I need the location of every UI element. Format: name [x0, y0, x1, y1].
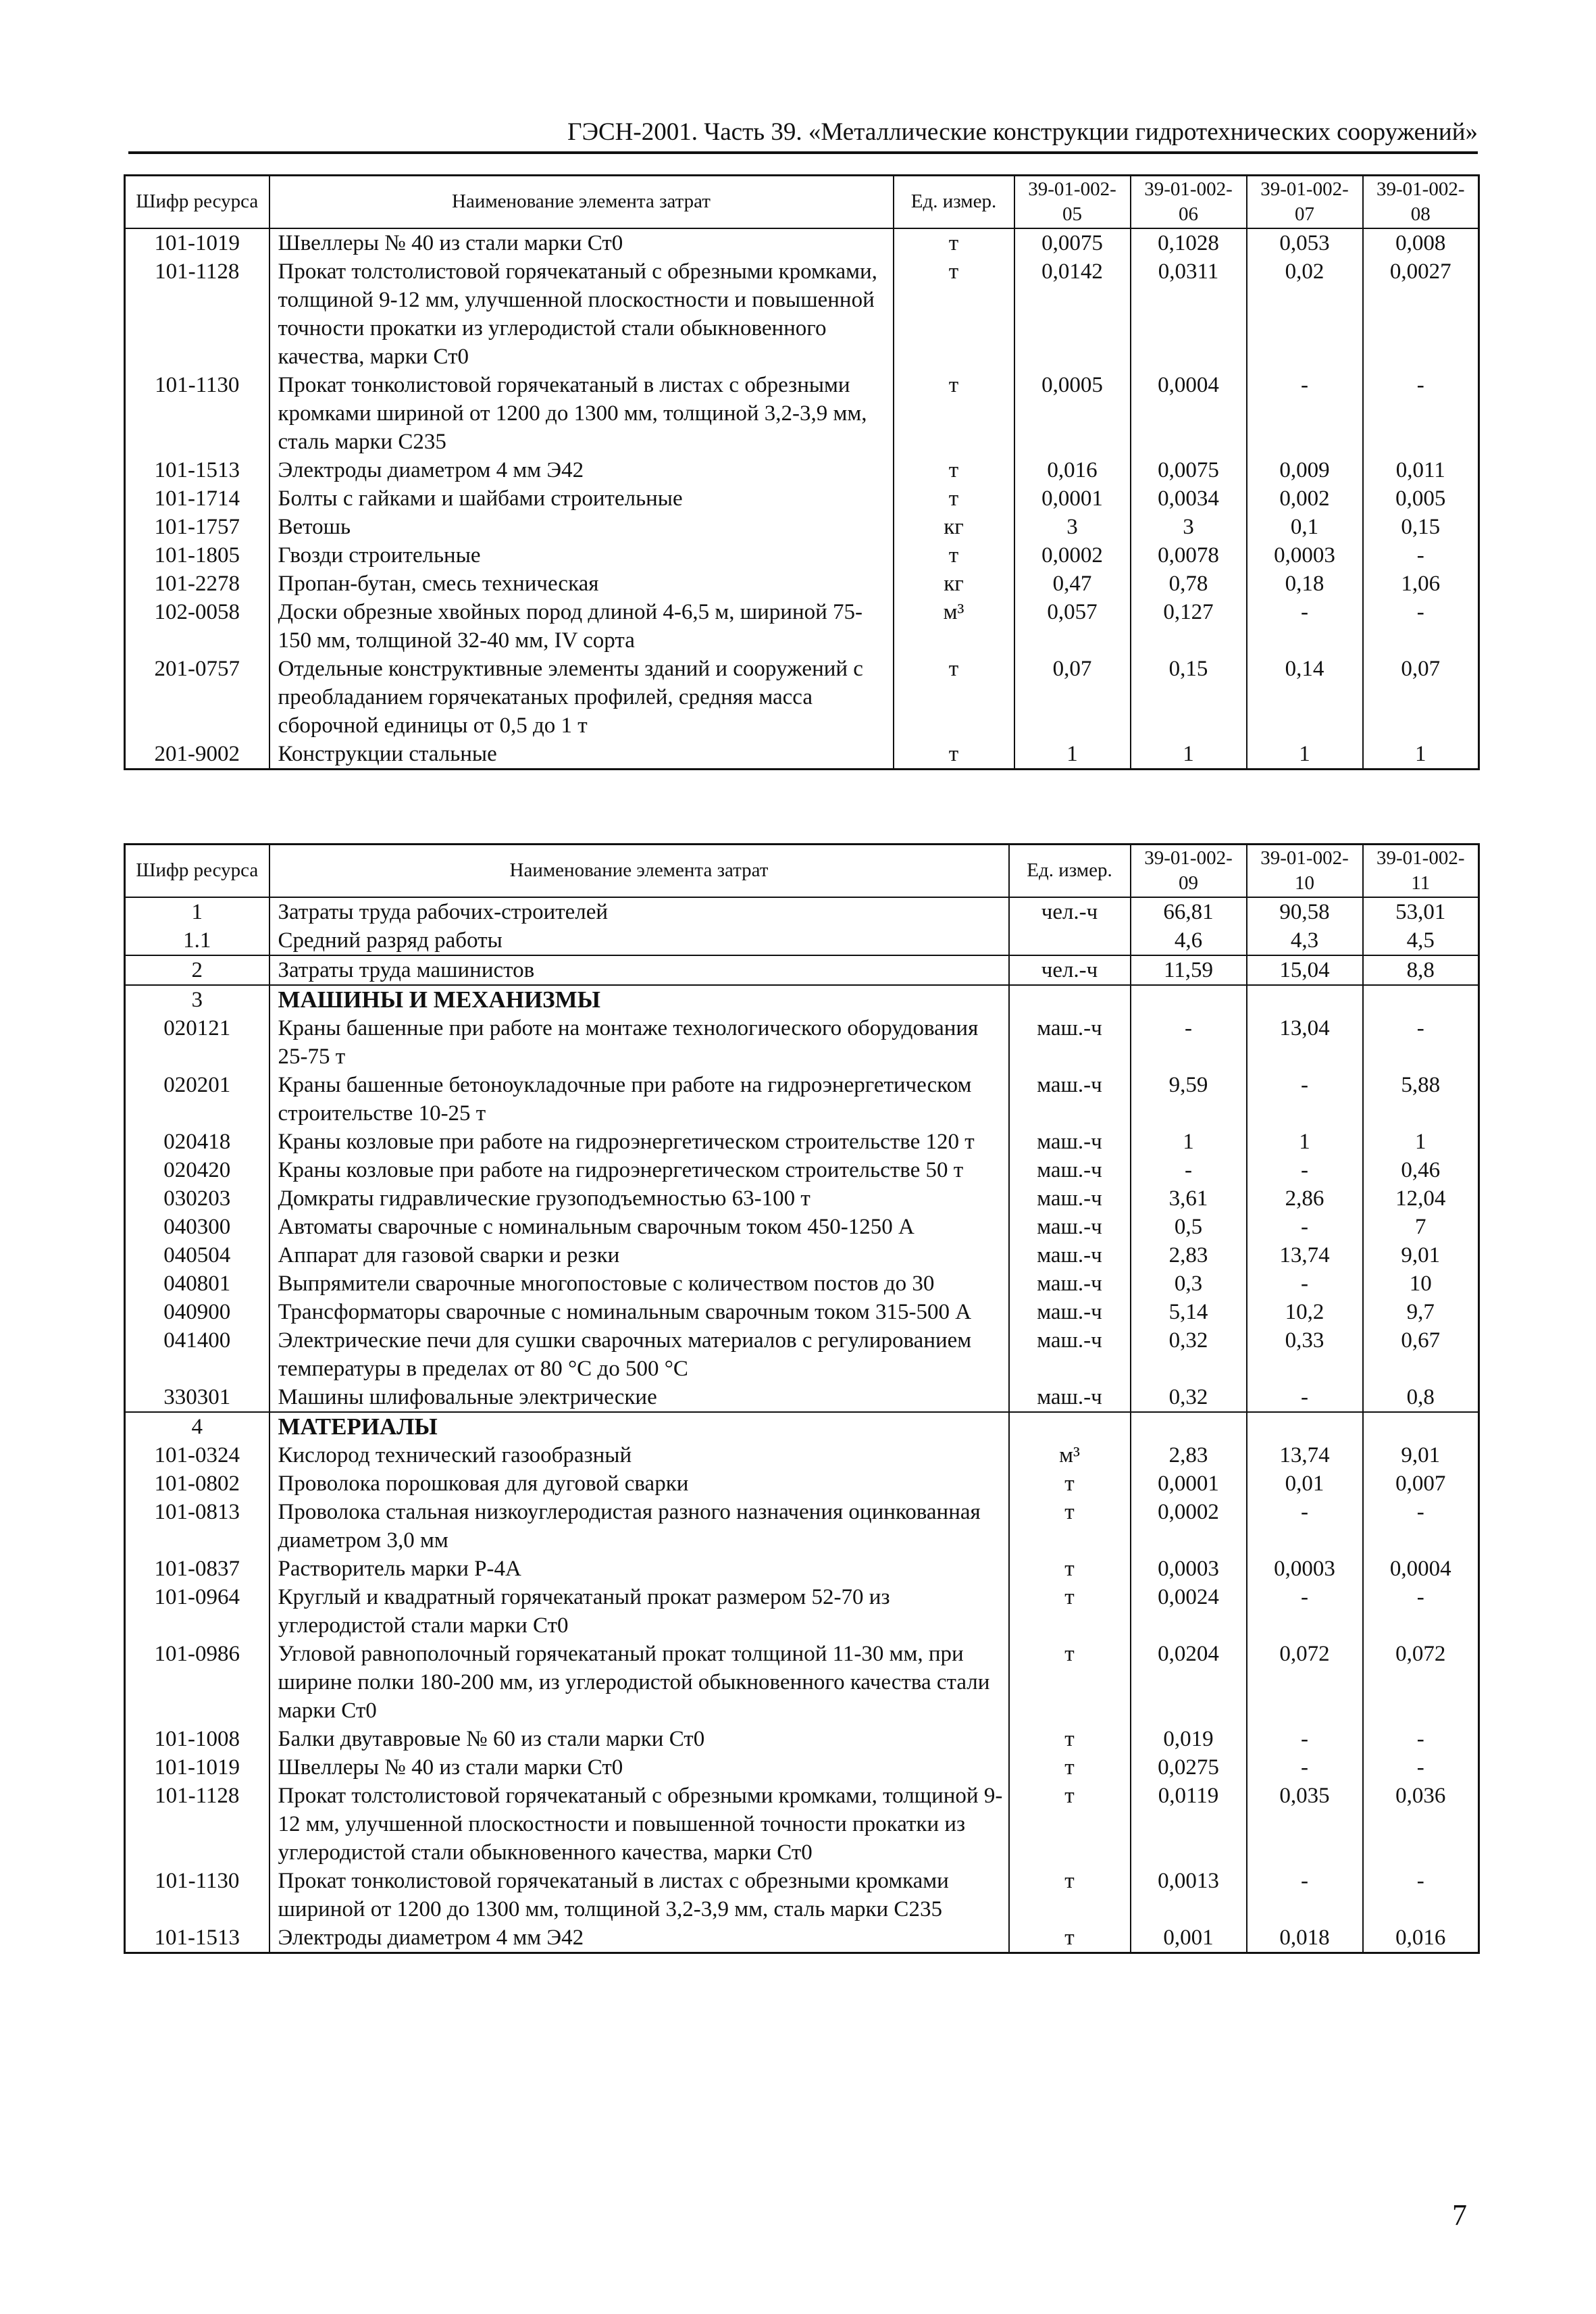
- resource-code: 101-1513: [125, 1923, 269, 1953]
- norm-value: [1131, 985, 1247, 1014]
- resource-name: Кислород технический газообразный: [269, 1441, 1009, 1469]
- col-header-name: Наименование элемента затрат: [269, 845, 1009, 897]
- resource-name: Балки двутавровые № 60 из стали марки Ст0: [269, 1725, 1009, 1753]
- resource-code: 041400: [125, 1326, 269, 1383]
- norm-value: -: [1247, 1498, 1363, 1555]
- norm-value: -: [1247, 371, 1363, 456]
- resource-name: Краны козловые при работе на гидроэнергетическом строительстве 50 т: [269, 1156, 1009, 1184]
- col-header-unit: Ед. измер.: [894, 176, 1014, 228]
- resource-name: Затраты труда машинистов: [269, 955, 1009, 985]
- resource-code: 101-0324: [125, 1441, 269, 1469]
- norm-value: 12,04: [1363, 1184, 1479, 1213]
- unit: т: [1009, 1555, 1131, 1583]
- resources-table-1: [124, 174, 1480, 770]
- unit: т: [894, 484, 1014, 513]
- norm-value: 0,0311: [1131, 257, 1247, 371]
- norm-value: 0,01: [1247, 1469, 1363, 1498]
- resource-code: 101-0837: [125, 1555, 269, 1583]
- col-header-code: Шифр ресурса: [125, 176, 269, 228]
- resource-code: 020201: [125, 1071, 269, 1128]
- norm-value: -: [1247, 1071, 1363, 1128]
- resource-name: Средний разряд работы: [269, 926, 1009, 955]
- col-header-name: Наименование элемента затрат: [269, 176, 894, 228]
- norm-value: 0,18: [1247, 570, 1363, 598]
- resource-code: 101-1714: [125, 484, 269, 513]
- norm-value: 7: [1363, 1213, 1479, 1241]
- table-row: [125, 1923, 1479, 1953]
- col-header-unit: Ед. измер.: [1009, 845, 1131, 897]
- norm-value: 1: [1014, 740, 1131, 770]
- norm-value: 0,009: [1247, 456, 1363, 484]
- resource-name: Проволока стальная низкоуглеродистая разного назначения оцинкованная диаметром 3,0 мм: [269, 1498, 1009, 1555]
- norm-value: 0,78: [1131, 570, 1247, 598]
- norm-value: 11,59: [1131, 955, 1247, 985]
- unit: кг: [894, 513, 1014, 541]
- unit: маш.-ч: [1009, 1383, 1131, 1412]
- norm-value: 5,88: [1363, 1071, 1479, 1128]
- resource-code: 101-1805: [125, 541, 269, 570]
- resource-code: 040801: [125, 1269, 269, 1298]
- norm-value: 0,02: [1247, 257, 1363, 371]
- norm-value: 0,0004: [1131, 371, 1247, 456]
- norm-value: 0,0003: [1131, 1555, 1247, 1583]
- resource-code: 330301: [125, 1383, 269, 1412]
- table-row: [125, 513, 1479, 541]
- unit: чел.-ч: [1009, 897, 1131, 926]
- norm-value: [1131, 1412, 1247, 1441]
- norm-value: 0,053: [1247, 228, 1363, 257]
- unit: маш.-ч: [1009, 1128, 1131, 1156]
- norm-value: 0,0034: [1131, 484, 1247, 513]
- norm-value: -: [1247, 1269, 1363, 1298]
- table-row: [125, 926, 1479, 955]
- norm-value: 0,32: [1131, 1326, 1247, 1383]
- unit: т: [894, 456, 1014, 484]
- table-row: [125, 1583, 1479, 1640]
- norm-value: -: [1363, 598, 1479, 655]
- norm-value: 0,019: [1131, 1725, 1247, 1753]
- table-row: [125, 570, 1479, 598]
- norm-value: 10,2: [1247, 1298, 1363, 1326]
- norm-value: 0,0075: [1014, 228, 1131, 257]
- norm-value: 2,83: [1131, 1241, 1247, 1269]
- unit: маш.-ч: [1009, 1014, 1131, 1071]
- table-row: [125, 1241, 1479, 1269]
- unit: кг: [894, 570, 1014, 598]
- resource-name: Гвозди строительные: [269, 541, 894, 570]
- norm-value: 90,58: [1247, 897, 1363, 926]
- unit: т: [1009, 1583, 1131, 1640]
- unit: маш.-ч: [1009, 1156, 1131, 1184]
- norm-value: 0,47: [1014, 570, 1131, 598]
- norm-value: 0,33: [1247, 1326, 1363, 1383]
- resource-code: 101-0964: [125, 1583, 269, 1640]
- table-row: [125, 1555, 1479, 1583]
- resource-name: Пропан-бутан, смесь техническая: [269, 570, 894, 598]
- table-row: [125, 1071, 1479, 1128]
- resource-name: Краны козловые при работе на гидроэнергетическом строительстве 120 т: [269, 1128, 1009, 1156]
- norm-value: 0,0003: [1247, 541, 1363, 570]
- table-row: [125, 1441, 1479, 1469]
- resource-name: Болты с гайками и шайбами строительные: [269, 484, 894, 513]
- table-row: [125, 1298, 1479, 1326]
- norm-value: 0,15: [1131, 655, 1247, 740]
- norm-value: -: [1131, 1156, 1247, 1184]
- norm-value: 0,46: [1363, 1156, 1479, 1184]
- norm-value: -: [1247, 1753, 1363, 1782]
- table-row: [125, 371, 1479, 456]
- norm-value: 0,072: [1247, 1640, 1363, 1725]
- norm-value: 0,001: [1131, 1923, 1247, 1953]
- resource-name: МАШИНЫ И МЕХАНИЗМЫ: [269, 985, 1009, 1014]
- norm-value: 4,5: [1363, 926, 1479, 955]
- norm-value: 15,04: [1247, 955, 1363, 985]
- resource-name: Растворитель марки Р-4А: [269, 1555, 1009, 1583]
- col-header-code: Шифр ресурса: [125, 845, 269, 897]
- table-row: [125, 484, 1479, 513]
- resource-name: Аппарат для газовой сварки и резки: [269, 1241, 1009, 1269]
- norm-value: 13,74: [1247, 1441, 1363, 1469]
- unit: м³: [1009, 1441, 1131, 1469]
- norm-value: -: [1363, 541, 1479, 570]
- resource-name: Машины шлифовальные электрические: [269, 1383, 1009, 1412]
- table-row: [125, 1725, 1479, 1753]
- norm-value: -: [1247, 1383, 1363, 1412]
- resource-code: 101-0802: [125, 1469, 269, 1498]
- norm-value: 13,04: [1247, 1014, 1363, 1071]
- norm-value: -: [1247, 1583, 1363, 1640]
- norm-value: 0,07: [1363, 655, 1479, 740]
- norm-value: -: [1363, 1725, 1479, 1753]
- norm-value: -: [1247, 1725, 1363, 1753]
- norm-value: 13,74: [1247, 1241, 1363, 1269]
- table-row: [125, 985, 1479, 1014]
- norm-value: 0,008: [1363, 228, 1479, 257]
- resource-code: 101-1128: [125, 257, 269, 371]
- norm-value: 66,81: [1131, 897, 1247, 926]
- norm-value: 0,035: [1247, 1782, 1363, 1867]
- norm-value: 0,15: [1363, 513, 1479, 541]
- resource-name: Швеллеры № 40 из стали марки Ст0: [269, 228, 894, 257]
- resource-name: Доски обрезные хвойных пород длиной 4-6,5 м, шириной 75-150 мм, толщиной 32-40 мм, IV сорта: [269, 598, 894, 655]
- norm-value: -: [1363, 1498, 1479, 1555]
- resource-name: МАТЕРИАЛЫ: [269, 1412, 1009, 1441]
- table-row: [125, 1326, 1479, 1383]
- resource-code: 4: [125, 1412, 269, 1441]
- norm-value: 1: [1247, 1128, 1363, 1156]
- norm-value: 0,016: [1014, 456, 1131, 484]
- header-title: ГЭСН-2001. Часть 39. «Металлические конструкции гидротехнических сооружений»: [567, 118, 1478, 146]
- resource-code: 040900: [125, 1298, 269, 1326]
- unit: т: [894, 740, 1014, 770]
- resource-code: 2: [125, 955, 269, 985]
- norm-value: 0,32: [1131, 1383, 1247, 1412]
- table-row: [125, 1498, 1479, 1555]
- norm-value: 1: [1131, 1128, 1247, 1156]
- unit: маш.-ч: [1009, 1213, 1131, 1241]
- norm-value: 9,7: [1363, 1298, 1479, 1326]
- norm-value: 0,002: [1247, 484, 1363, 513]
- unit: т: [894, 541, 1014, 570]
- resource-name: Трансформаторы сварочные с номинальным сварочным током 315-500 А: [269, 1298, 1009, 1326]
- resource-name: Прокат тонколистовой горячекатаный в листах с обрезными кромками шириной от 1200 до 1300 мм, толщиной 3,2-3,9 мм, сталь марки С235: [269, 371, 894, 456]
- unit: т: [1009, 1867, 1131, 1923]
- unit: чел.-ч: [1009, 955, 1131, 985]
- resource-name: Ветошь: [269, 513, 894, 541]
- norm-value: 9,01: [1363, 1441, 1479, 1469]
- resource-code: 020418: [125, 1128, 269, 1156]
- resource-name: Краны башенные при работе на монтаже технологического оборудования 25-75 т: [269, 1014, 1009, 1071]
- norm-value: 0,0003: [1247, 1555, 1363, 1583]
- resource-code: 101-1757: [125, 513, 269, 541]
- table-row: [125, 1269, 1479, 1298]
- norm-value: 0,67: [1363, 1326, 1479, 1383]
- table-row: [125, 1412, 1479, 1441]
- norm-value: 3,61: [1131, 1184, 1247, 1213]
- table-row: [125, 598, 1479, 655]
- table-row: [125, 655, 1479, 740]
- resource-code: 1: [125, 897, 269, 926]
- norm-value: 10: [1363, 1269, 1479, 1298]
- resource-name: Краны башенные бетоноукладочные при работе на гидроэнергетическом строительстве 10-25 т: [269, 1071, 1009, 1128]
- col-header-norm: 39-01-002-09: [1131, 845, 1247, 897]
- resource-name: Круглый и квадратный горячекатаный прокат размером 52-70 из углеродистой стали марки Ст0: [269, 1583, 1009, 1640]
- norm-value: 2,86: [1247, 1184, 1363, 1213]
- unit: маш.-ч: [1009, 1241, 1131, 1269]
- norm-value: -: [1363, 371, 1479, 456]
- norm-value: [1247, 1412, 1363, 1441]
- table-row: [125, 257, 1479, 371]
- norm-value: -: [1363, 1014, 1479, 1071]
- table-row: [125, 1213, 1479, 1241]
- norm-value: -: [1247, 598, 1363, 655]
- norm-value: 0,0204: [1131, 1640, 1247, 1725]
- resource-name: Швеллеры № 40 из стали марки Ст0: [269, 1753, 1009, 1782]
- unit: т: [1009, 1498, 1131, 1555]
- norm-value: 0,1028: [1131, 228, 1247, 257]
- norm-value: 0,0024: [1131, 1583, 1247, 1640]
- norm-value: 0,016: [1363, 1923, 1479, 1953]
- resource-name: Отдельные конструктивные элементы зданий и сооружений с преобладанием горячекатаных профилей, средняя масса сборочной единицы от 0,5 до 1 т: [269, 655, 894, 740]
- unit: т: [1009, 1923, 1131, 1953]
- resource-name: Электрические печи для сушки сварочных материалов с регулированием температуры в пределах от 80 °С до 500 °С: [269, 1326, 1009, 1383]
- table-row: [125, 897, 1479, 926]
- norm-value: -: [1247, 1867, 1363, 1923]
- resource-name: Прокат тонколистовой горячекатаный в листах с обрезными кромками шириной от 1200 до 1300 мм, толщиной 3,2-3,9 мм, сталь марки С235: [269, 1867, 1009, 1923]
- unit: т: [1009, 1640, 1131, 1725]
- resource-name: Проволока порошковая для дуговой сварки: [269, 1469, 1009, 1498]
- norm-value: 2,83: [1131, 1441, 1247, 1469]
- col-header-norm: 39-01-002-08: [1363, 176, 1479, 228]
- page-number: 7: [1452, 2198, 1467, 2232]
- norm-value: 0,8: [1363, 1383, 1479, 1412]
- norm-value: 0,0275: [1131, 1753, 1247, 1782]
- resource-code: 102-0058: [125, 598, 269, 655]
- norm-value: 0,3: [1131, 1269, 1247, 1298]
- norm-value: 0,0142: [1014, 257, 1131, 371]
- unit: маш.-ч: [1009, 1071, 1131, 1128]
- col-header-norm: 39-01-002-05: [1014, 176, 1131, 228]
- table-row: [125, 1469, 1479, 1498]
- resource-code: 101-1130: [125, 371, 269, 456]
- norm-value: 0,0002: [1131, 1498, 1247, 1555]
- table-row: [125, 955, 1479, 985]
- unit: маш.-ч: [1009, 1184, 1131, 1213]
- resources-table-2: [124, 843, 1480, 1954]
- norm-value: 0,14: [1247, 655, 1363, 740]
- unit: т: [1009, 1469, 1131, 1498]
- norm-value: 0,127: [1131, 598, 1247, 655]
- resource-name: Угловой равнополочный горячекатаный прокат толщиной 11-30 мм, при ширине полки 180-200 мм, из углеродистой обыкновенного качества стали марки Ст0: [269, 1640, 1009, 1725]
- table-row: [125, 1782, 1479, 1867]
- table-row: [125, 1014, 1479, 1071]
- col-header-norm: 39-01-002-10: [1247, 845, 1363, 897]
- norm-value: 0,0013: [1131, 1867, 1247, 1923]
- unit: т: [894, 228, 1014, 257]
- col-header-norm: 39-01-002-07: [1247, 176, 1363, 228]
- norm-value: 0,0002: [1014, 541, 1131, 570]
- norm-value: 4,6: [1131, 926, 1247, 955]
- norm-value: 53,01: [1363, 897, 1479, 926]
- table-row: [125, 1156, 1479, 1184]
- table-row: [125, 1640, 1479, 1725]
- unit: маш.-ч: [1009, 1326, 1131, 1383]
- resource-code: 3: [125, 985, 269, 1014]
- resource-code: 040300: [125, 1213, 269, 1241]
- table-row: [125, 456, 1479, 484]
- norm-value: 5,14: [1131, 1298, 1247, 1326]
- unit: т: [894, 371, 1014, 456]
- unit: т: [894, 655, 1014, 740]
- resource-code: 101-1008: [125, 1725, 269, 1753]
- norm-value: 0,072: [1363, 1640, 1479, 1725]
- page-header: [128, 114, 1478, 154]
- table-row: [125, 1184, 1479, 1213]
- unit: м³: [894, 598, 1014, 655]
- norm-value: 1: [1363, 1128, 1479, 1156]
- norm-value: 0,1: [1247, 513, 1363, 541]
- table-row: [125, 1753, 1479, 1782]
- table-row: [125, 1383, 1479, 1412]
- unit: [1009, 985, 1131, 1014]
- norm-value: -: [1131, 1014, 1247, 1071]
- table-row: [125, 1867, 1479, 1923]
- norm-value: 4,3: [1247, 926, 1363, 955]
- norm-value: -: [1363, 1583, 1479, 1640]
- table-row: [125, 541, 1479, 570]
- norm-value: 9,59: [1131, 1071, 1247, 1128]
- resource-code: 1.1: [125, 926, 269, 955]
- norm-value: [1363, 1412, 1479, 1441]
- norm-value: 0,005: [1363, 484, 1479, 513]
- norm-value: 0,011: [1363, 456, 1479, 484]
- norm-value: 0,007: [1363, 1469, 1479, 1498]
- norm-value: -: [1363, 1867, 1479, 1923]
- unit: [1009, 1412, 1131, 1441]
- norm-value: 3: [1131, 513, 1247, 541]
- norm-value: 1,06: [1363, 570, 1479, 598]
- norm-value: 0,0004: [1363, 1555, 1479, 1583]
- resource-name: Автоматы сварочные с номинальным сварочным током 450-1250 А: [269, 1213, 1009, 1241]
- norm-value: [1363, 985, 1479, 1014]
- norm-value: 8,8: [1363, 955, 1479, 985]
- resource-name: Выпрямители сварочные многопостовые с количеством постов до 30: [269, 1269, 1009, 1298]
- resource-code: 101-0986: [125, 1640, 269, 1725]
- norm-value: 1: [1363, 740, 1479, 770]
- norm-value: 0,0078: [1131, 541, 1247, 570]
- table-row: [125, 740, 1479, 770]
- resource-code: 020121: [125, 1014, 269, 1071]
- resource-code: 201-0757: [125, 655, 269, 740]
- norm-value: 0,018: [1247, 1923, 1363, 1953]
- norm-value: 0,5: [1131, 1213, 1247, 1241]
- resource-code: 030203: [125, 1184, 269, 1213]
- unit: маш.-ч: [1009, 1298, 1131, 1326]
- norm-value: 0,0027: [1363, 257, 1479, 371]
- unit: [1009, 926, 1131, 955]
- resource-code: 201-9002: [125, 740, 269, 770]
- resource-code: 101-1513: [125, 456, 269, 484]
- unit: т: [1009, 1725, 1131, 1753]
- norm-value: -: [1247, 1156, 1363, 1184]
- norm-value: 0,0005: [1014, 371, 1131, 456]
- norm-value: -: [1363, 1753, 1479, 1782]
- norm-value: -: [1247, 1213, 1363, 1241]
- resource-code: 040504: [125, 1241, 269, 1269]
- norm-value: 0,036: [1363, 1782, 1479, 1867]
- resource-name: Электроды диаметром 4 мм Э42: [269, 1923, 1009, 1953]
- norm-value: 0,0075: [1131, 456, 1247, 484]
- norm-value: 3: [1014, 513, 1131, 541]
- resource-code: 101-2278: [125, 570, 269, 598]
- norm-value: 0,0001: [1131, 1469, 1247, 1498]
- unit: маш.-ч: [1009, 1269, 1131, 1298]
- resource-name: Прокат толстолистовой горячекатаный с обрезными кромками, толщиной 9-12 мм, улучшенной плоскостности и повышенной точности прокатки из углеродистой стали обыкновенного качества, марки Ст0: [269, 1782, 1009, 1867]
- norm-value: [1247, 985, 1363, 1014]
- resource-code: 101-0813: [125, 1498, 269, 1555]
- table-row: [125, 1128, 1479, 1156]
- norm-value: 0,07: [1014, 655, 1131, 740]
- norm-value: 0,0119: [1131, 1782, 1247, 1867]
- resource-name: Прокат толстолистовой горячекатаный с обрезными кромками, толщиной 9-12 мм, улучшенной плоскостности и повышенной точности прокатки из углеродистой стали обыкновенного качества, марки Ст0: [269, 257, 894, 371]
- norm-value: 1: [1247, 740, 1363, 770]
- unit: т: [1009, 1753, 1131, 1782]
- norm-value: 0,057: [1014, 598, 1131, 655]
- unit: т: [1009, 1782, 1131, 1867]
- col-header-norm: 39-01-002-11: [1363, 845, 1479, 897]
- resource-code: 101-1130: [125, 1867, 269, 1923]
- norm-value: 1: [1131, 740, 1247, 770]
- resource-code: 020420: [125, 1156, 269, 1184]
- resource-code: 101-1019: [125, 1753, 269, 1782]
- unit: т: [894, 257, 1014, 371]
- norm-value: 0,0001: [1014, 484, 1131, 513]
- resource-name: Электроды диаметром 4 мм Э42: [269, 456, 894, 484]
- col-header-norm: 39-01-002-06: [1131, 176, 1247, 228]
- norm-value: 9,01: [1363, 1241, 1479, 1269]
- resource-name: Домкраты гидравлические грузоподъемностью 63-100 т: [269, 1184, 1009, 1213]
- resource-code: 101-1019: [125, 228, 269, 257]
- table-row: [125, 228, 1479, 257]
- resource-name: Затраты труда рабочих-строителей: [269, 897, 1009, 926]
- resource-code: 101-1128: [125, 1782, 269, 1867]
- resource-name: Конструкции стальные: [269, 740, 894, 770]
